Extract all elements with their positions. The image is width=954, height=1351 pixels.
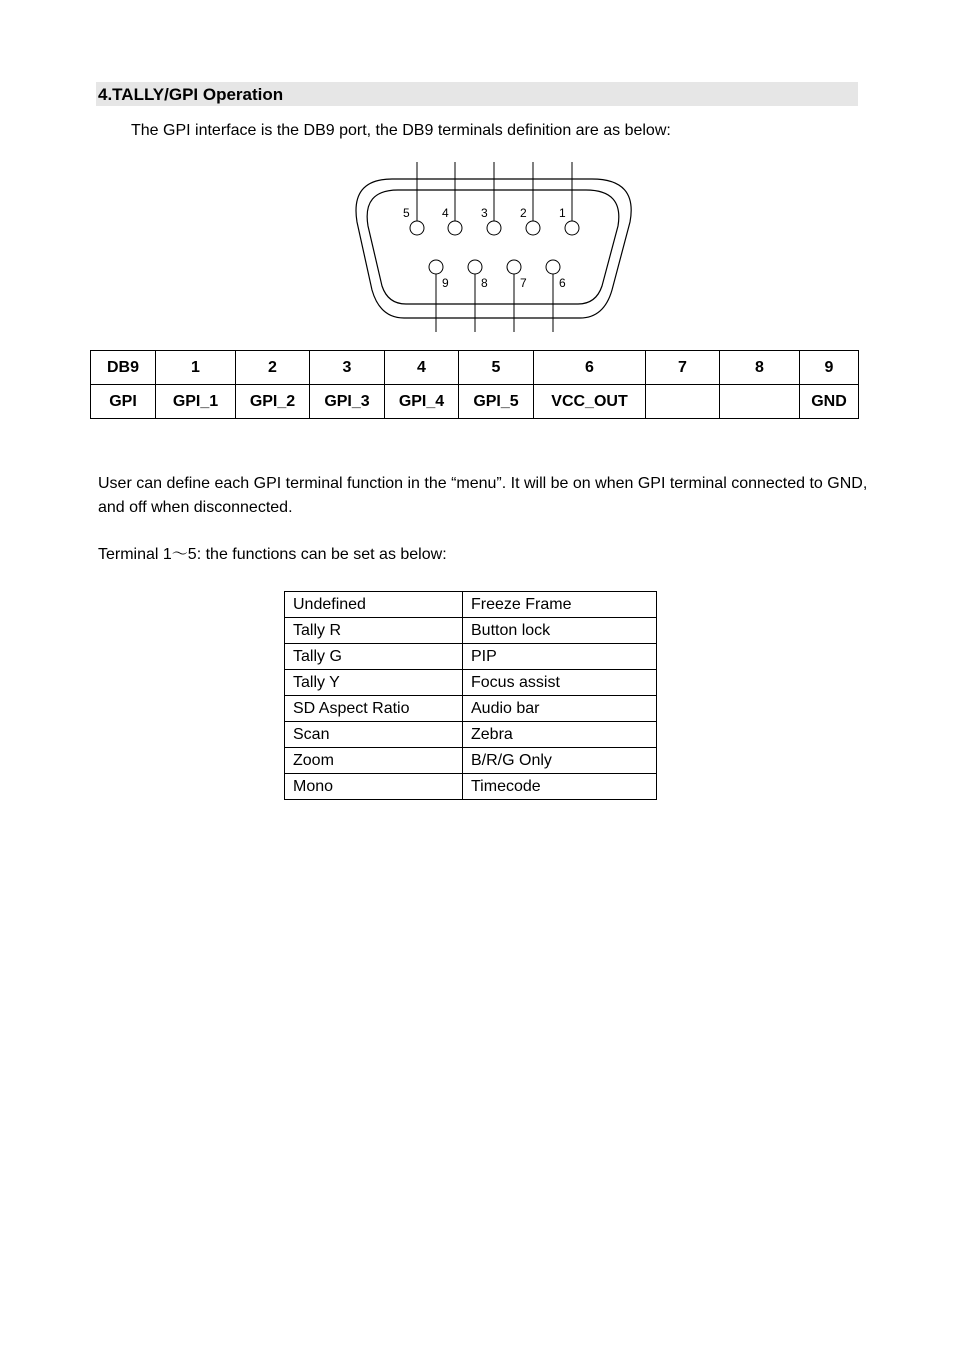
pin-6-circle (546, 260, 560, 274)
table-cell: GPI_3 (310, 385, 385, 419)
intro-text: The GPI interface is the DB9 port, the DB9 terminals definition are as below: (131, 122, 671, 139)
table-row (91, 385, 859, 419)
gpi-description: User can define each GPI terminal function in the “menu”. It will be on when GPI terminal connected to GND, and off when disconnected. (98, 475, 868, 516)
pin-definition-table (90, 350, 859, 419)
pin-4-circle (448, 221, 462, 235)
table-cell: GPI_5 (459, 385, 534, 419)
table-row (285, 618, 657, 644)
table-cell: 9 (800, 351, 859, 385)
table-cell: Undefined (285, 592, 463, 618)
table-cell: 6 (534, 351, 646, 385)
table-cell: VCC_OUT (534, 385, 646, 419)
table-row (285, 644, 657, 670)
table-cell: Freeze Frame (463, 592, 657, 618)
section-title: 4.TALLY/GPI Operation (96, 82, 858, 106)
table-cell: GPI_4 (385, 385, 459, 419)
table-cell: GND (800, 385, 859, 419)
table-cell: GPI_2 (236, 385, 310, 419)
table-cell: 2 (236, 351, 310, 385)
table-cell (720, 385, 800, 419)
table-cell: Zebra (463, 722, 657, 748)
table-cell: Zoom (285, 748, 463, 774)
table-cell: DB9 (91, 351, 156, 385)
table-row (91, 351, 859, 385)
pin-label: 3 (481, 206, 488, 220)
table-cell: B/R/G Only (463, 748, 657, 774)
table-cell: Timecode (463, 774, 657, 800)
pin-label: 4 (442, 206, 449, 220)
table-cell: Mono (285, 774, 463, 800)
table-cell: Audio bar (463, 696, 657, 722)
table-cell: SD Aspect Ratio (285, 696, 463, 722)
pin-9-circle (429, 260, 443, 274)
function-table (284, 591, 657, 800)
table-row (285, 696, 657, 722)
table-cell: Scan (285, 722, 463, 748)
table-row (285, 722, 657, 748)
table-cell (646, 385, 720, 419)
pin-7-circle (507, 260, 521, 274)
table-cell: 5 (459, 351, 534, 385)
pin-label: 6 (559, 276, 566, 290)
pin-label: 8 (481, 276, 488, 290)
table-cell: Tally R (285, 618, 463, 644)
table-row (285, 748, 657, 774)
table-cell: Tally G (285, 644, 463, 670)
table-cell: PIP (463, 644, 657, 670)
pin-label: 9 (442, 276, 449, 290)
pin-8-circle (468, 260, 482, 274)
terminal-note: Terminal 1～5: the functions can be set as below: (98, 546, 447, 563)
table-cell: 3 (310, 351, 385, 385)
pin-3-circle (487, 221, 501, 235)
pin-label: 2 (520, 206, 527, 220)
pin-label: 5 (403, 206, 410, 220)
table-row (285, 670, 657, 696)
table-row (285, 774, 657, 800)
pin-label: 7 (520, 276, 527, 290)
table-cell: 4 (385, 351, 459, 385)
pin-5-circle (410, 221, 424, 235)
table-row (285, 592, 657, 618)
table-cell: GPI_1 (156, 385, 236, 419)
db9-connector-diagram (340, 158, 640, 336)
pin-2-circle (526, 221, 540, 235)
table-cell: 8 (720, 351, 800, 385)
table-cell: GPI (91, 385, 156, 419)
table-cell: 7 (646, 351, 720, 385)
pin-1-circle (565, 221, 579, 235)
table-cell: 1 (156, 351, 236, 385)
table-cell: Button lock (463, 618, 657, 644)
table-cell: Focus assist (463, 670, 657, 696)
pin-label: 1 (559, 206, 566, 220)
table-cell: Tally Y (285, 670, 463, 696)
